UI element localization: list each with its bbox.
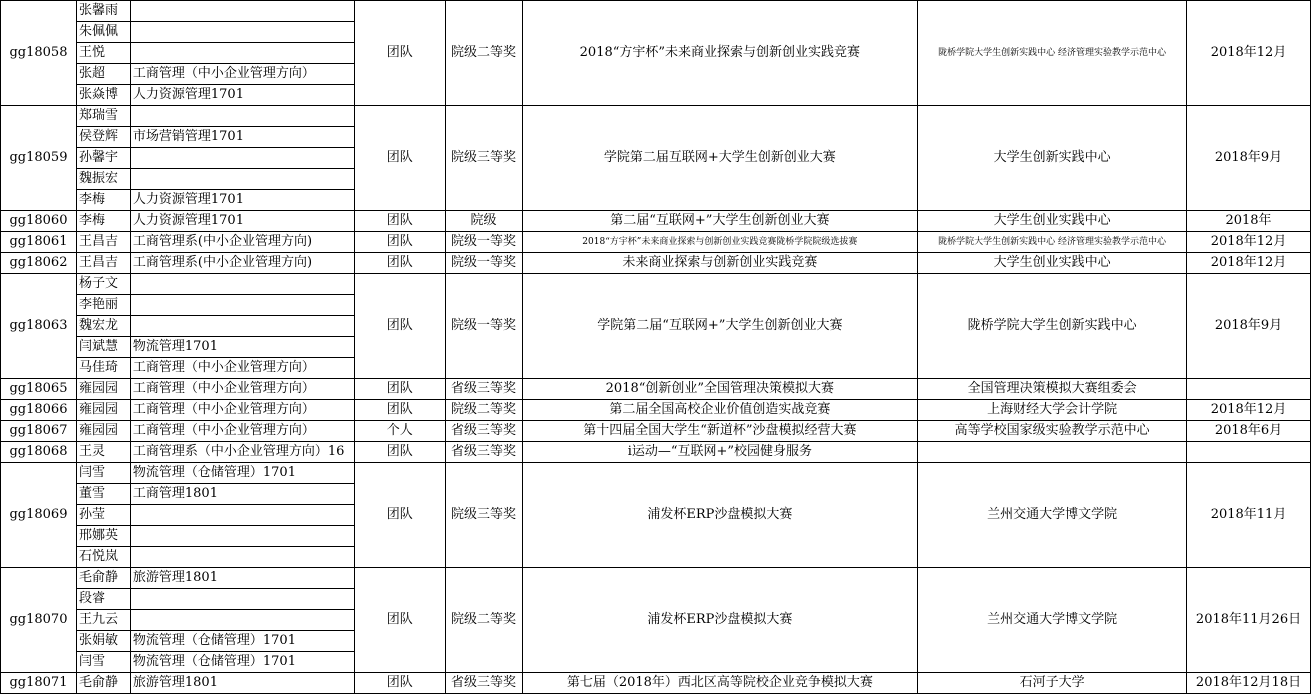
- member-name: 杨子文: [76, 274, 130, 295]
- member-major: 物流管理（仓储管理）1701: [130, 652, 354, 673]
- award-level: 省级三等奖: [445, 421, 522, 442]
- member-name: 孙馨宇: [76, 148, 130, 169]
- competition-name: 学院第二届“互联网+”大学生创新创业大赛: [522, 274, 918, 379]
- member-major: 工商管理（中小企业管理方向）: [130, 64, 354, 85]
- organizer: 高等学校国家级实验教学示范中心: [918, 421, 1187, 442]
- entry-type: 团队: [354, 253, 445, 274]
- member-name: 王灵: [76, 442, 130, 463]
- member-major: [130, 589, 354, 610]
- member-major: 物流管理1701: [130, 337, 354, 358]
- member-major: 物流管理（仓储管理）1701: [130, 631, 354, 652]
- member-major: 人力资源管理1701: [130, 190, 354, 211]
- member-name: 毛俞静: [76, 568, 130, 589]
- entry-id: gg18066: [1, 400, 77, 421]
- entry-type: 个人: [354, 421, 445, 442]
- entry-type: 团队: [354, 274, 445, 379]
- member-name: 董雪: [76, 484, 130, 505]
- member-name: 朱佩佩: [76, 22, 130, 43]
- organizer: [918, 442, 1187, 463]
- table-row: [1, 106, 1311, 127]
- member-major: [130, 316, 354, 337]
- competition-name: 未来商业探索与创新创业实践竞赛: [522, 253, 918, 274]
- competition-name: 学院第二届互联网+大学生创新创业大赛: [522, 106, 918, 211]
- entry-type: 团队: [354, 442, 445, 463]
- entry-id: gg18065: [1, 379, 77, 400]
- member-major: 工商管理（中小企业管理方向）: [130, 379, 354, 400]
- award-level: 院级一等奖: [445, 274, 522, 379]
- award-level: 院级二等奖: [445, 1, 522, 106]
- member-major: [130, 43, 354, 64]
- member-name: 王昌吉: [76, 253, 130, 274]
- member-name: 闫雪: [76, 652, 130, 673]
- entry-id: gg18068: [1, 442, 77, 463]
- member-name: 雍园园: [76, 379, 130, 400]
- award-date: 2018年12月: [1187, 400, 1311, 421]
- award-level: 院级二等奖: [445, 568, 522, 673]
- entry-id: gg18069: [1, 463, 77, 568]
- member-major: 人力资源管理1701: [130, 85, 354, 106]
- table-row: [1, 1, 1311, 22]
- entry-id: gg18062: [1, 253, 77, 274]
- member-major: [130, 505, 354, 526]
- table-row: [1, 232, 1311, 253]
- award-date: 2018年6月: [1187, 421, 1311, 442]
- member-name: 孙莹: [76, 505, 130, 526]
- entry-id: gg18067: [1, 421, 77, 442]
- member-major: [130, 106, 354, 127]
- organizer: 陇桥学院大学生创新实践中心 经济管理实验教学示范中心: [918, 232, 1187, 253]
- entry-type: 团队: [354, 211, 445, 232]
- member-name: 段睿: [76, 589, 130, 610]
- member-major: [130, 295, 354, 316]
- member-name: 李艳丽: [76, 295, 130, 316]
- entry-id: gg18060: [1, 211, 77, 232]
- table-row: [1, 673, 1311, 694]
- entry-type: 团队: [354, 106, 445, 211]
- member-major: [130, 169, 354, 190]
- member-major: 工商管理（中小企业管理方向）: [130, 358, 354, 379]
- member-name: 闫斌慧: [76, 337, 130, 358]
- competition-name: 第二届“互联网+”大学生创新创业大赛: [522, 211, 918, 232]
- organizer: 全国管理决策模拟大赛组委会: [918, 379, 1187, 400]
- entry-id: gg18070: [1, 568, 77, 673]
- member-name: 侯登辉: [76, 127, 130, 148]
- organizer: 大学生创新实践中心: [918, 106, 1187, 211]
- organizer: 石河子大学: [918, 673, 1187, 694]
- competition-name: 2018“方宇杯”未来商业探索与创新创业实践竞赛陇桥学院院级选拔赛: [522, 232, 918, 253]
- award-date: 2018年12月: [1187, 1, 1311, 106]
- member-name: 张焱博: [76, 85, 130, 106]
- organizer: 大学生创业实践中心: [918, 211, 1187, 232]
- award-date: 2018年12月18日: [1187, 673, 1311, 694]
- award-date: [1187, 379, 1311, 400]
- member-name: 张娟敏: [76, 631, 130, 652]
- member-name: 郑瑞雪: [76, 106, 130, 127]
- member-name: 魏宏龙: [76, 316, 130, 337]
- member-major: [130, 1, 354, 22]
- organizer: 大学生创业实践中心: [918, 253, 1187, 274]
- entry-type: 团队: [354, 673, 445, 694]
- member-major: 人力资源管理1701: [130, 211, 354, 232]
- award-date: 2018年: [1187, 211, 1311, 232]
- member-name: 李梅: [76, 211, 130, 232]
- award-date: 2018年11月: [1187, 463, 1311, 568]
- member-name: 王九云: [76, 610, 130, 631]
- table-row: [1, 568, 1311, 589]
- award-level: 院级三等奖: [445, 463, 522, 568]
- table-row: [1, 379, 1311, 400]
- member-major: [130, 274, 354, 295]
- competition-name: 2018“创新创业”全国管理决策模拟大赛: [522, 379, 918, 400]
- award-level: 院级二等奖: [445, 400, 522, 421]
- competition-name: 浦发杯ERP沙盘模拟大赛: [522, 463, 918, 568]
- table-row: [1, 421, 1311, 442]
- organizer: 兰州交通大学博文学院: [918, 463, 1187, 568]
- entry-id: gg18063: [1, 274, 77, 379]
- entry-type: 团队: [354, 400, 445, 421]
- member-major: 工商管理（中小企业管理方向）: [130, 421, 354, 442]
- entry-type: 团队: [354, 1, 445, 106]
- member-name: 石悦岚: [76, 547, 130, 568]
- member-major: [130, 547, 354, 568]
- entry-type: 团队: [354, 463, 445, 568]
- table-row: [1, 211, 1311, 232]
- award-level: 省级三等奖: [445, 442, 522, 463]
- member-major: [130, 22, 354, 43]
- member-name: 邢娜英: [76, 526, 130, 547]
- award-level: 院级三等奖: [445, 106, 522, 211]
- entry-type: 团队: [354, 568, 445, 673]
- member-name: 李梅: [76, 190, 130, 211]
- award-level: 院级一等奖: [445, 232, 522, 253]
- member-name: 毛俞静: [76, 673, 130, 694]
- award-date: 2018年12月: [1187, 232, 1311, 253]
- member-name: 雍园园: [76, 421, 130, 442]
- member-name: 马佳琦: [76, 358, 130, 379]
- member-name: 张超: [76, 64, 130, 85]
- member-major: 物流管理（仓储管理）1701: [130, 463, 354, 484]
- entry-type: 团队: [354, 379, 445, 400]
- member-name: 雍园园: [76, 400, 130, 421]
- organizer: 陇桥学院大学生创新实践中心 经济管理实验教学示范中心: [918, 1, 1187, 106]
- member-major: 工商管理1801: [130, 484, 354, 505]
- award-level: 省级三等奖: [445, 673, 522, 694]
- table-row: [1, 274, 1311, 295]
- member-name: 闫雪: [76, 463, 130, 484]
- member-name: 王昌吉: [76, 232, 130, 253]
- member-name: 魏振宏: [76, 169, 130, 190]
- competition-name: 2018“方宇杯”未来商业探索与创新创业实践竞赛: [522, 1, 918, 106]
- competition-name: i运动—“互联网+”校园健身服务: [522, 442, 918, 463]
- member-major: 工商管理系(中小企业管理方向): [130, 253, 354, 274]
- member-major: 工商管理（中小企业管理方向）: [130, 400, 354, 421]
- award-date: 2018年9月: [1187, 106, 1311, 211]
- member-major: [130, 526, 354, 547]
- award-level: 院级一等奖: [445, 253, 522, 274]
- entry-id: gg18071: [1, 673, 77, 694]
- award-level: 院级: [445, 211, 522, 232]
- competition-name: 第七届（2018年）西北区高等院校企业竞争模拟大赛: [522, 673, 918, 694]
- award-date: 2018年11月26日: [1187, 568, 1311, 673]
- award-date: [1187, 442, 1311, 463]
- entry-type: 团队: [354, 232, 445, 253]
- organizer: 陇桥学院大学生创新实践中心: [918, 274, 1187, 379]
- table-row: [1, 400, 1311, 421]
- member-major: [130, 148, 354, 169]
- member-major: 市场营销管理1701: [130, 127, 354, 148]
- table-row: [1, 463, 1311, 484]
- member-major: 旅游管理1801: [130, 568, 354, 589]
- table-row: [1, 253, 1311, 274]
- member-name: 王悦: [76, 43, 130, 64]
- member-major: 旅游管理1801: [130, 673, 354, 694]
- member-major: [130, 610, 354, 631]
- table-body: [1, 1, 1311, 694]
- competition-name: 浦发杯ERP沙盘模拟大赛: [522, 568, 918, 673]
- organizer: 兰州交通大学博文学院: [918, 568, 1187, 673]
- member-major: 工商管理系（中小企业管理方向）16: [130, 442, 354, 463]
- member-major: 工商管理系(中小企业管理方向): [130, 232, 354, 253]
- table-row: [1, 442, 1311, 463]
- organizer: 上海财经大学会计学院: [918, 400, 1187, 421]
- entry-id: gg18059: [1, 106, 77, 211]
- competition-name: 第十四届全国大学生“新道杯”沙盘模拟经营大赛: [522, 421, 918, 442]
- member-name: 张馨雨: [76, 1, 130, 22]
- award-date: 2018年12月: [1187, 253, 1311, 274]
- entry-id: gg18058: [1, 1, 77, 106]
- award-level: 省级三等奖: [445, 379, 522, 400]
- award-date: 2018年9月: [1187, 274, 1311, 379]
- competition-name: 第二届全国高校企业价值创造实战竞赛: [522, 400, 918, 421]
- entry-id: gg18061: [1, 232, 77, 253]
